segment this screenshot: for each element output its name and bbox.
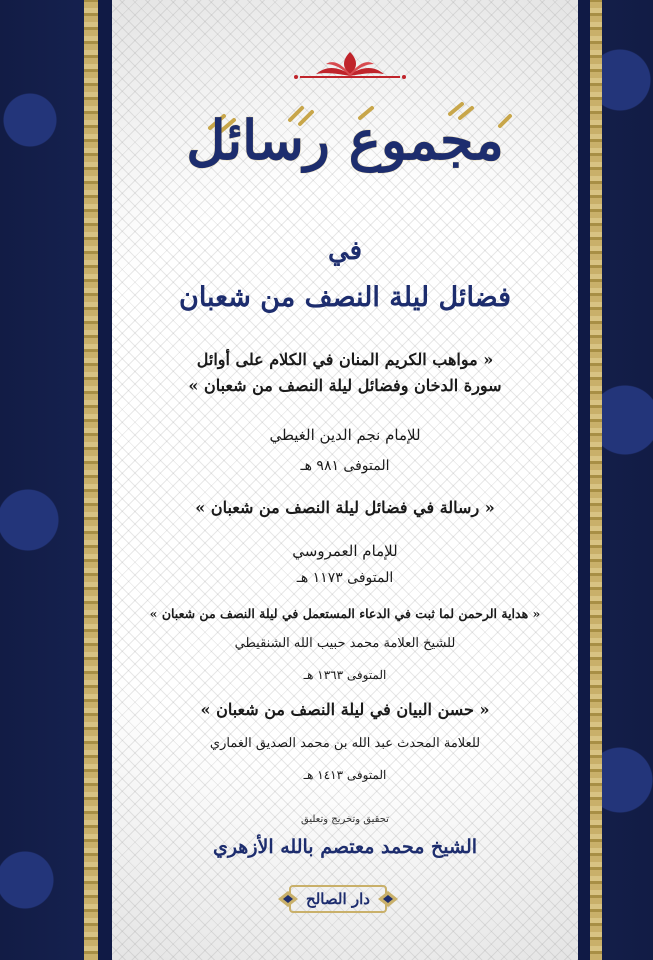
work-1-death: المتوفى ٩٨١ هـ [300,458,390,474]
work-4-author: للعلامة المحدث عبد الله بن محمد الصديق الغماري [209,736,481,751]
credit-label: تحقيق وتخريج وتعليق [301,814,389,825]
work-4-death: المتوفى ١٤١٣ هـ [303,768,387,782]
title-preposition: في [327,236,363,266]
work-2-author: للإمام العمروسي [292,542,398,560]
publisher-name: دار الصالح [306,890,370,908]
editor-name: الشيخ محمد معتصم بالله الأزهري [212,836,478,858]
work-2-death: المتوفى ١١٧٣ هـ [296,570,394,586]
book-title: مجموع رسائل [186,108,504,172]
floral-ornament-icon [290,50,410,80]
work-4-title: « حسن البيان في ليلة النصف من شعبان » [200,700,490,719]
work-1-author: للإمام نجم الدين الغيطي [269,426,421,444]
work-2-title: « رسالة في فضائل ليلة النصف من شعبان » [195,498,495,517]
book-subtitle: فضائل ليلة النصف من شعبان [178,282,511,313]
work-3-death: المتوفى ١٣٦٣ هـ [303,668,387,682]
work-1-title-line-2: سورة الدخان وفضائل ليلة النصف من شعبان » [188,376,502,395]
publisher-badge [268,882,408,916]
work-3-author: للشيخ العلامة محمد حبيب الله الشنقيطي [234,636,456,651]
work-3-title: « هداية الرحمن لما ثبت في الدعاء المستعمل في ليلة النصف من شعبان » [149,606,541,621]
work-1-title-line-1: « مواهب الكريم المنان في الكلام على أوائل [196,350,494,369]
